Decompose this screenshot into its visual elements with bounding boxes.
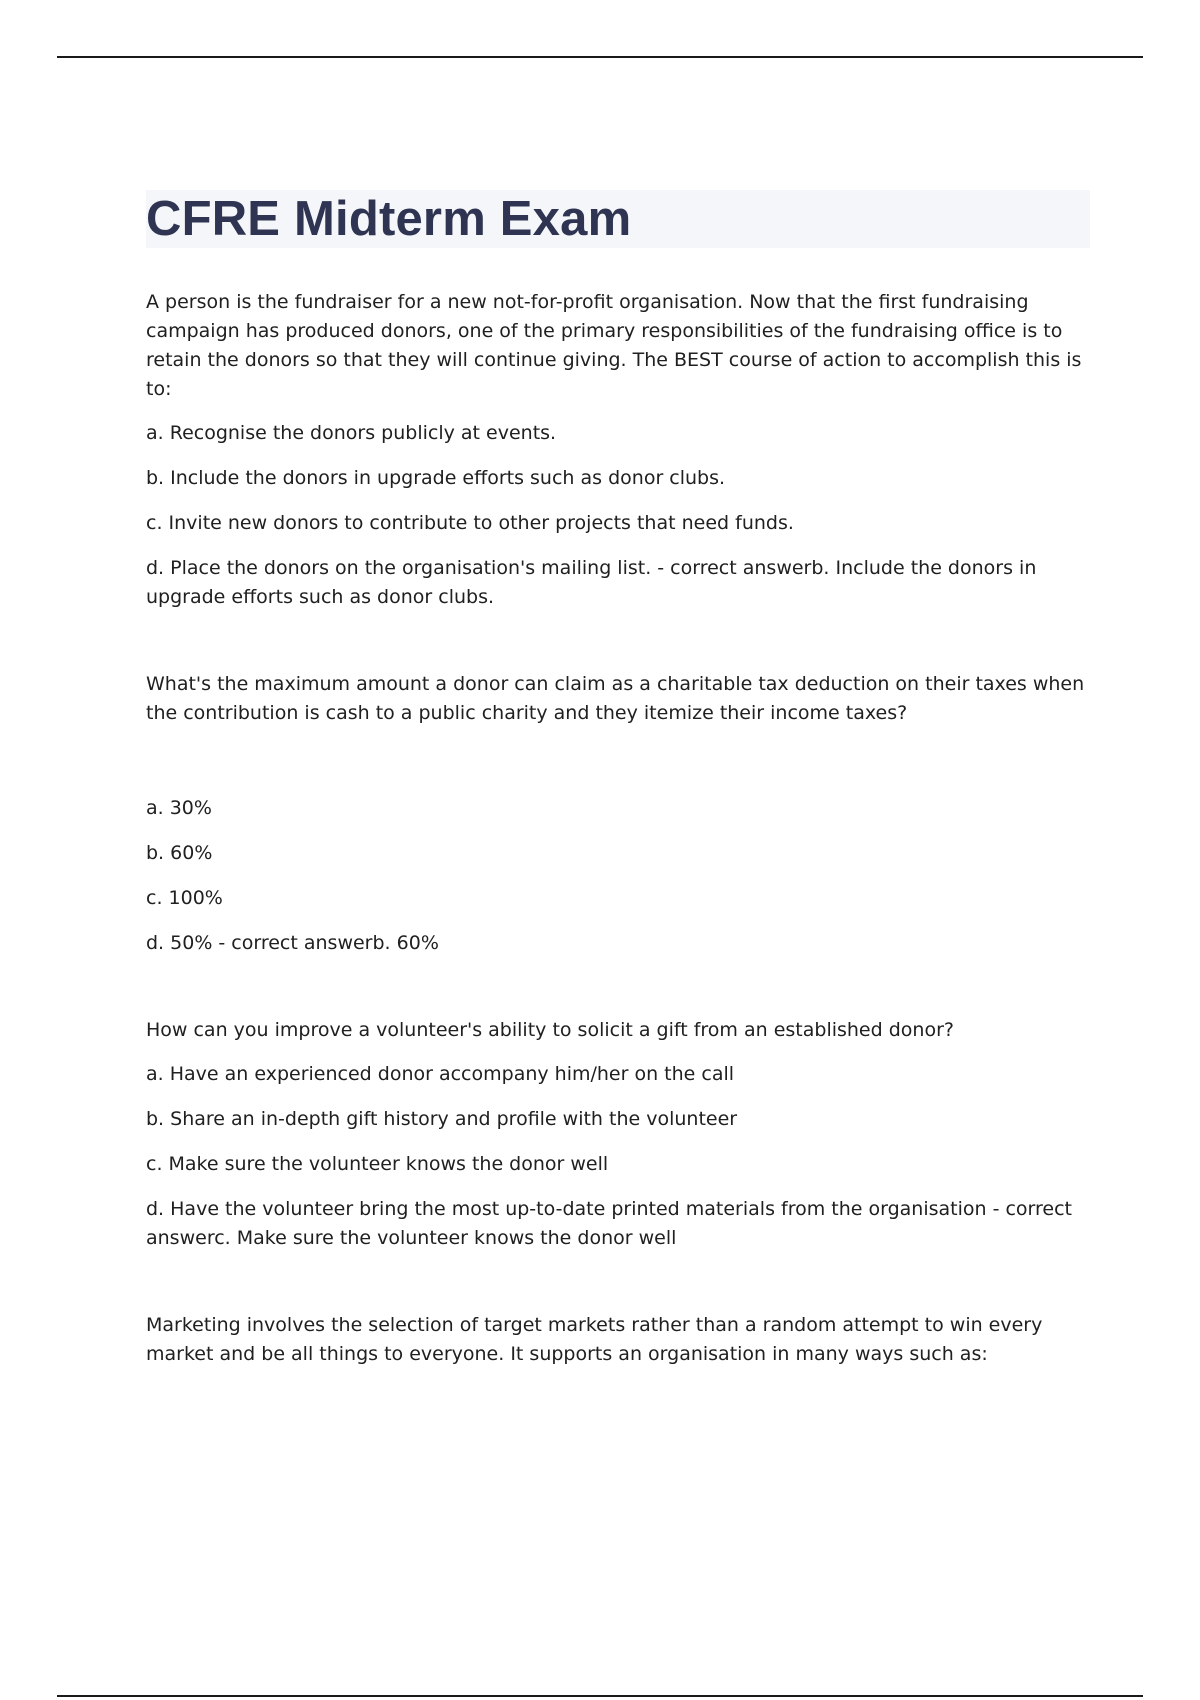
option-a: a. 30%: [146, 797, 212, 819]
top-rule: [57, 56, 1143, 58]
question-text: Marketing involves the selection of target markets rather than a random attempt to win every market and be all things to everyone. It supports an organisation in many ways such as:: [146, 1314, 1043, 1365]
bottom-rule: [57, 1695, 1143, 1697]
option-a: a. Recognise the donors publicly at events.: [146, 422, 557, 444]
option-b: b. 60%: [146, 842, 213, 864]
document-title: CFRE Midterm Exam: [146, 191, 632, 246]
option-b: b. Include the donors in upgrade efforts such as donor clubs.: [146, 467, 726, 489]
question-4: [146, 1311, 1090, 1369]
option-c: c. Invite new donors to contribute to other projects that need funds.: [146, 512, 794, 534]
question-text: A person is the fundraiser for a new not-for-profit organisation. Now that the first fundraising campaign has produced donors, one of the primary responsibilities of the fundraising office is to retain the donors so that they will continue giving. The BEST course of action to accomplish this is to:: [146, 291, 1082, 400]
question-text: What's the maximum amount a donor can claim as a charitable tax deduction on their taxes when the contribution is cash to a public charity and they itemize their income taxes?: [146, 673, 1085, 724]
option-a: a. Have an experienced donor accompany him/her on the call: [146, 1063, 735, 1085]
option-c: c. Make sure the volunteer knows the donor well: [146, 1153, 609, 1175]
question-2: [146, 670, 1090, 958]
title-banner: [146, 190, 1090, 248]
question-1: [146, 288, 1090, 612]
option-c: c. 100%: [146, 887, 223, 909]
option-b: b. Share an in-depth gift history and profile with the volunteer: [146, 1108, 738, 1130]
document-body: [146, 190, 1090, 1384]
question-text: How can you improve a volunteer's ability to solicit a gift from an established donor?: [146, 1019, 954, 1041]
option-d-with-answer: d. Have the volunteer bring the most up-to-date printed materials from the organisation - correct answerc. Make sure the volunteer knows the donor well: [146, 1198, 1073, 1249]
question-3: [146, 1016, 1090, 1253]
option-d-with-answer: d. Place the donors on the organisation's mailing list. - correct answerb. Include the donors in upgrade efforts such as donor clubs.: [146, 557, 1037, 608]
option-d-with-answer: d. 50% - correct answerb. 60%: [146, 932, 439, 954]
